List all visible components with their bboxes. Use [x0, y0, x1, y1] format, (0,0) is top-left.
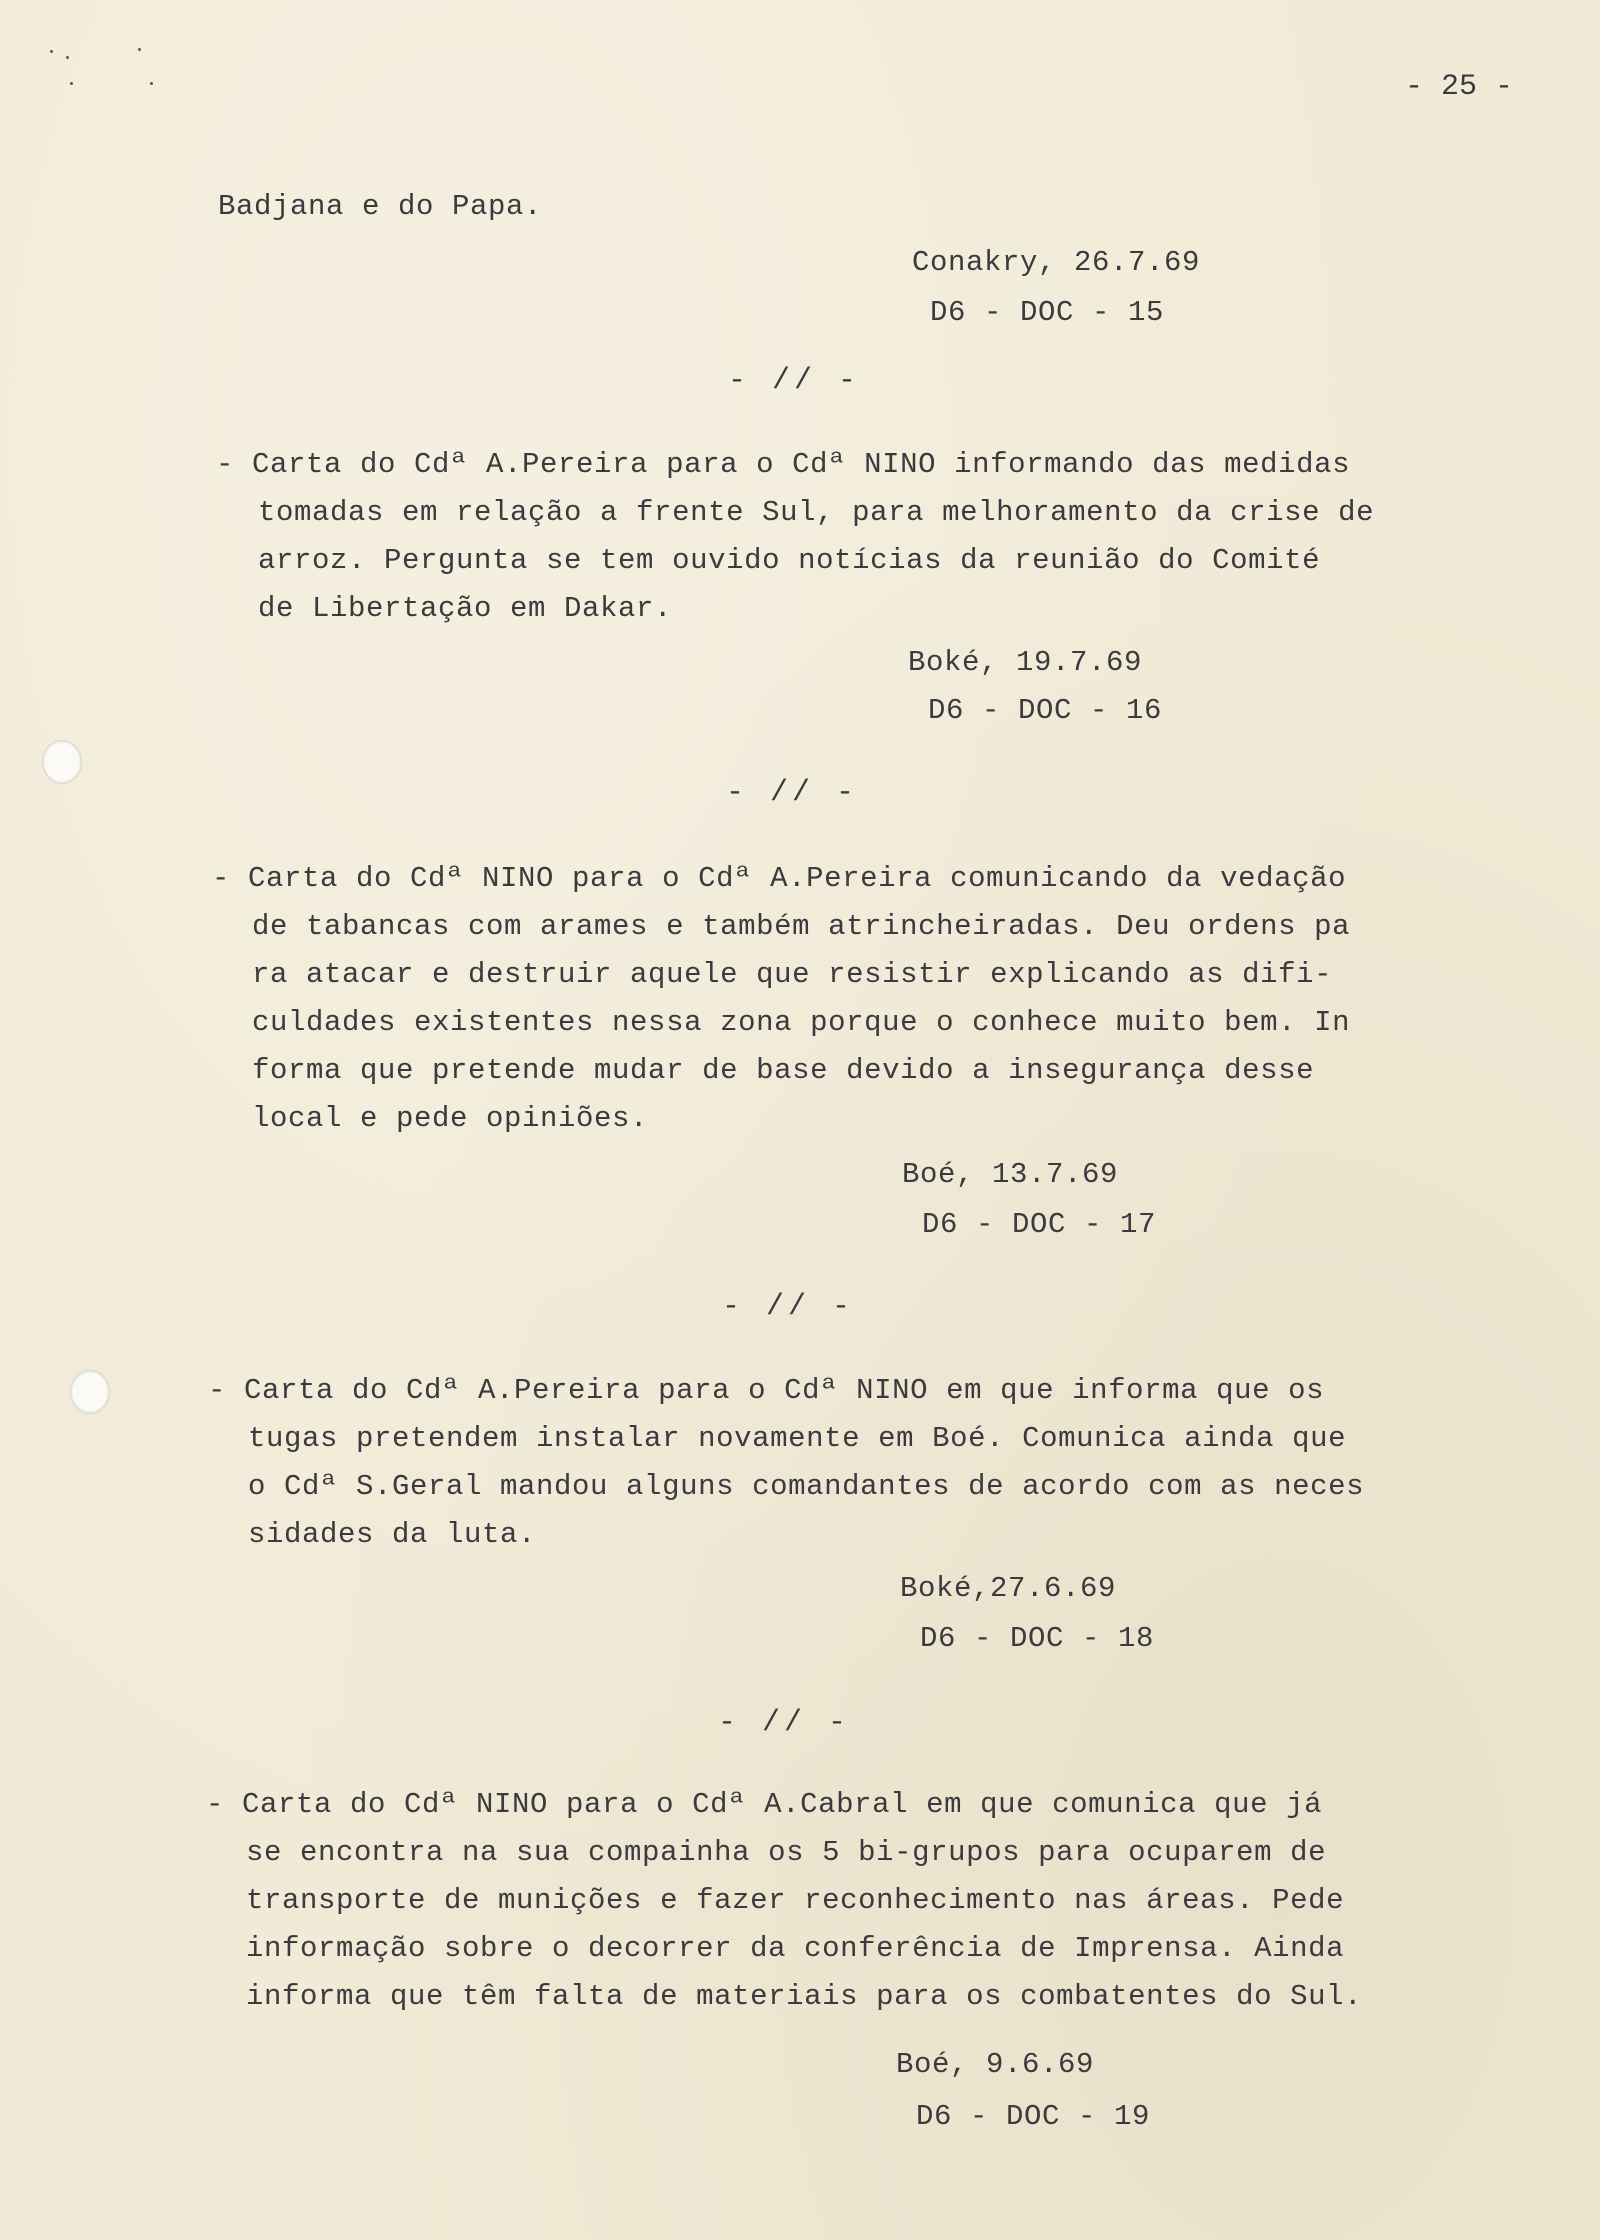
- entry-text-line: arroz. Pergunta se tem ouvido notícias da reunião do Comité: [258, 544, 1321, 577]
- speck-mark: [150, 82, 153, 85]
- separator: - // -: [726, 776, 859, 810]
- entry-text-line: informa que têm falta de materiais para os combatentes do Sul.: [246, 1980, 1363, 2013]
- doc-reference: D6 - DOC - 17: [922, 1208, 1157, 1241]
- entry-text-line: - Carta do Cdª A.Pereira para o Cdª NINO em que informa que os: [208, 1374, 1325, 1407]
- place-date: Conakry, 26.7.69: [912, 246, 1201, 279]
- punch-hole-lower: [70, 1370, 110, 1414]
- entry-text-line: transporte de munições e fazer reconhecimento nas áreas. Pede: [246, 1884, 1345, 1917]
- entry-text-line: tomadas em relação a frente Sul, para melhoramento da crise de: [258, 496, 1375, 529]
- entry-text-line: forma que pretende mudar de base devido a insegurança desse: [252, 1054, 1315, 1087]
- entry-text-line: - Carta do Cdª NINO para o Cdª A.Pereira comunicando da vedação: [212, 862, 1347, 895]
- entry-text-line: de tabancas com arames e também atrincheiradas. Deu ordens pa: [252, 910, 1351, 943]
- place-date: Boké, 19.7.69: [908, 646, 1143, 679]
- speck-mark: [66, 56, 69, 59]
- entry-text-line: de Libertação em Dakar.: [258, 592, 673, 625]
- entry-text-line: se encontra na sua compainha os 5 bi-grupos para ocuparem de: [246, 1836, 1327, 1869]
- speck-mark: [50, 50, 53, 53]
- entry-text-line: sidades da luta.: [248, 1518, 537, 1551]
- doc-reference: D6 - DOC - 18: [920, 1622, 1155, 1655]
- entry-text-line: o Cdª S.Geral mandou alguns comandantes de acordo com as neces: [248, 1470, 1365, 1503]
- intro-line: Badjana e do Papa.: [218, 190, 543, 223]
- entry-text-line: - Carta do Cdª A.Pereira para o Cdª NINO informando das medidas: [216, 448, 1351, 481]
- doc-reference: D6 - DOC - 19: [916, 2100, 1151, 2133]
- entry-text-line: culdades existentes nessa zona porque o conhece muito bem. In: [252, 1006, 1351, 1039]
- entry-text-line: tugas pretendem instalar novamente em Boé. Comunica ainda que: [248, 1422, 1347, 1455]
- entry-text-line: ra atacar e destruir aquele que resistir explicando as difi-: [252, 958, 1333, 991]
- page-number: - 25 -: [1405, 70, 1514, 104]
- punch-hole-upper: [42, 740, 82, 784]
- entry-text-line: informação sobre o decorrer da conferência de Imprensa. Ainda: [246, 1932, 1345, 1965]
- separator: - // -: [722, 1290, 855, 1324]
- place-date: Boé, 13.7.69: [902, 1158, 1119, 1191]
- separator: - // -: [718, 1706, 851, 1740]
- entry-text-line: local e pede opiniões.: [252, 1102, 649, 1135]
- separator: - // -: [728, 364, 861, 398]
- speck-mark: [138, 48, 141, 51]
- speck-mark: [70, 82, 73, 85]
- entry-text-line: - Carta do Cdª NINO para o Cdª A.Cabral em que comunica que já: [206, 1788, 1323, 1821]
- place-date: Boké,27.6.69: [900, 1572, 1117, 1605]
- doc-reference: D6 - DOC - 15: [930, 296, 1165, 329]
- place-date: Boé, 9.6.69: [896, 2048, 1095, 2081]
- doc-reference: D6 - DOC - 16: [928, 694, 1163, 727]
